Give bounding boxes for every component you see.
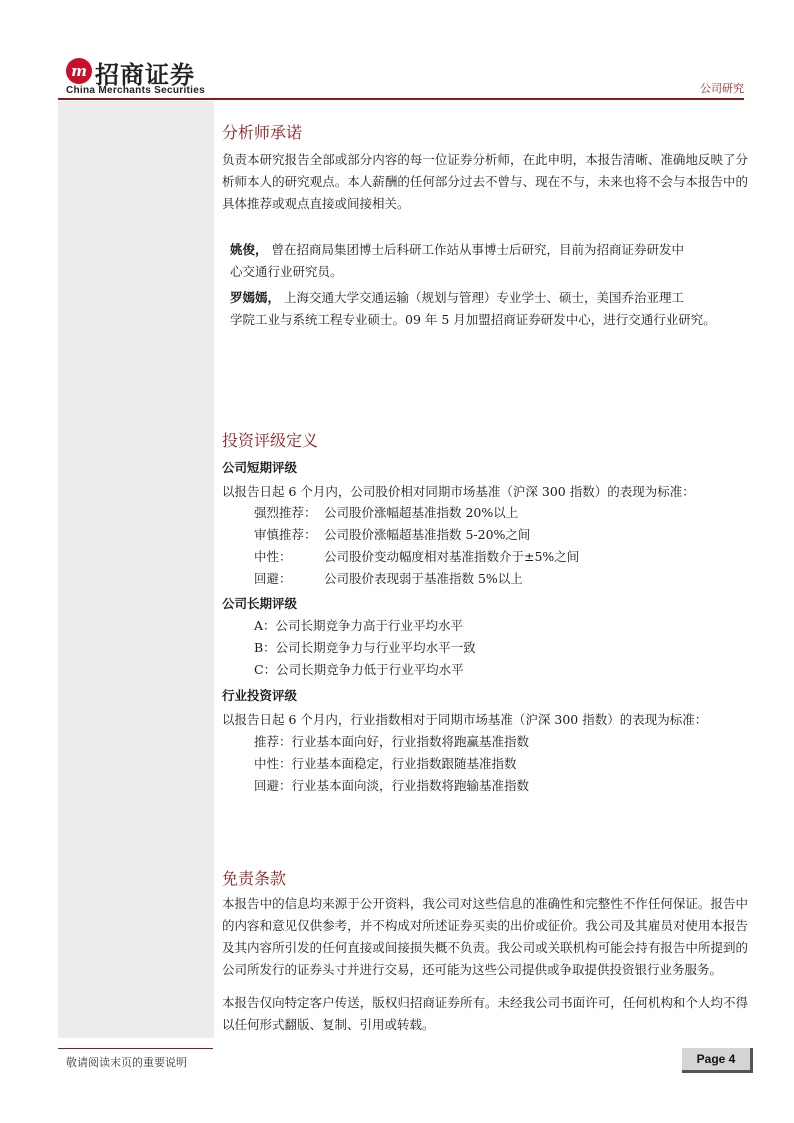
industry-rating-intro: 以报告日起 6 个月内，行业指数相对于同期市场基准（沪深 300 指数）的表现为标准： <box>222 712 708 727</box>
analyst-1-bio: 曾在招商局集团博士后科研工作站从事博士后研究，目前为招商证券研发中 <box>271 242 685 257</box>
short-rating-label: 审慎推荐： <box>254 527 317 542</box>
long-rating-item: B：公司长期竞争力与行业平均水平一致 <box>254 640 476 655</box>
analyst-1-name: 姚俊， <box>230 242 268 257</box>
analyst-2-bio: 上海交通大学交通运输（规划与管理）专业学士、硕士，美国乔治亚理工 <box>284 290 685 305</box>
disclaimer-para-1: 本报告中的信息均来源于公开资料，我公司对这些信息的准确性和完整性不作任何保证。报告中的内容和意见仅供参考，并不构成对所述证券买卖的出价或征价。我公司及其雇员对使用本报告及其内容所引发的任何直接或间接损失概不负责。我公司或关联机构可能会持有报告中所提到的公司所发行的证券头寸并进行交易，还可能为这些公司提供或争取提供投资银行业务服务。 <box>222 896 748 977</box>
page-header <box>0 0 794 100</box>
industry-rating-item: 回避：行业基本面向淡，行业指数将跑输基准指数 <box>254 778 530 793</box>
long-rating-item: C：公司长期竞争力低于行业平均水平 <box>254 662 464 677</box>
report-type-tag: 公司研究 <box>700 82 744 95</box>
analyst-pledge-title: 分析师承诺 <box>222 123 303 142</box>
analyst-2-line2: 学院工业与系统工程专业硕士。09 年 5 月加盟招商证券研发中心，进行交通行业研究。 <box>230 312 716 327</box>
disclaimer-para-2: 本报告仅向特定客户传送，版权归招商证券所有。未经我公司书面许可，任何机构和个人均不得以任何形式翻版、复制、引用或转载。 <box>222 995 748 1032</box>
long-rating-item: A：公司长期竞争力高于行业平均水平 <box>254 618 464 633</box>
footer-divider <box>58 1048 213 1049</box>
analyst-1-line2: 心交通行业研究员。 <box>230 264 343 279</box>
analyst-2-name: 罗嫣嫣， <box>230 290 281 305</box>
short-rating-label: 中性： <box>254 549 292 564</box>
disclaimer-title: 免责条款 <box>222 869 287 888</box>
industry-rating-item: 中性：行业基本面稳定，行业指数跟随基准指数 <box>254 756 517 771</box>
rating-definition-title: 投资评级定义 <box>222 431 319 450</box>
short-rating-desc: 公司股价涨幅超基准指数 5-20%之间 <box>324 527 531 542</box>
short-rating-label: 回避： <box>254 571 292 586</box>
short-rating-desc: 公司股价表现弱于基准指数 5%以上 <box>324 571 523 586</box>
short-term-rating-title: 公司短期评级 <box>222 460 298 475</box>
industry-rating-title: 行业投资评级 <box>222 688 298 703</box>
analyst-pledge-body: 负责本研究报告全部或部分内容的每一位证券分析师，在此申明，本报告清晰、准确地反映了分析师本人的研究观点。本人薪酬的任何部分过去不曾与、现在不与，未来也将不会与本报告中的具体推荐或观点直接或间接相关。 <box>222 152 748 211</box>
short-rating-desc: 公司股价涨幅超基准指数 20%以上 <box>324 505 519 520</box>
left-gray-column <box>58 101 214 1038</box>
industry-rating-item: 推荐：行业基本面向好，行业指数将跑赢基准指数 <box>254 734 530 749</box>
short-rating-desc: 公司股价变动幅度相对基准指数介于±5%之间 <box>324 549 580 564</box>
short-rating-item <box>254 503 518 521</box>
footer-note: 敬请阅读末页的重要说明 <box>66 1056 187 1069</box>
logo-chinese-name: 招商证券 <box>95 61 195 89</box>
short-rating-item <box>254 547 579 565</box>
short-rating-item <box>254 525 530 543</box>
header-divider <box>58 98 744 100</box>
analyst-2-line1 <box>230 288 684 306</box>
short-rating-item <box>254 569 523 587</box>
analyst-1-line1 <box>230 240 684 258</box>
long-term-rating-title: 公司长期评级 <box>222 596 298 611</box>
page-number: Page 4 <box>682 1048 753 1073</box>
short-term-rating-intro: 以报告日起 6 个月内，公司股价相对同期市场基准（沪深 300 指数）的表现为标准： <box>222 484 695 499</box>
logo-icon: m <box>66 58 92 84</box>
short-rating-label: 强烈推荐： <box>254 505 317 520</box>
logo-english-name: China Merchants Securities <box>66 85 205 96</box>
